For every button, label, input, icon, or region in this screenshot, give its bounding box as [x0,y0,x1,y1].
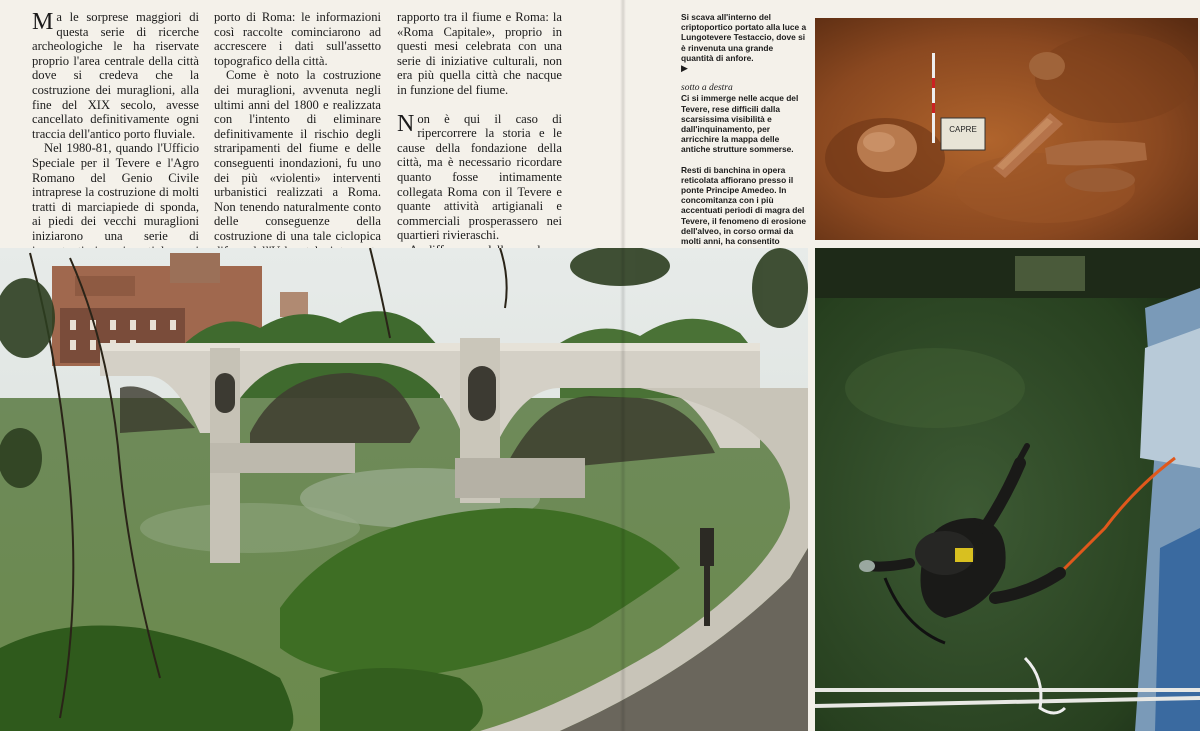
paragraph [32,10,199,141]
excavation-photo [815,18,1198,240]
caption-text: Si scava all'interno del criptoportico portato alla luce a Lungotevere Testaccio, dove si è rinvenuta una grande quantità di anfore. [681,12,807,63]
arrow-right-icon: ▶ [681,63,688,74]
paragraph-text: on è qui il caso di ripercorrere la storia e le cause della fondazione della città, ma è necessario ricordare quanto fosse intimamente collegata Roma con il Tevere e quante attività artigianali e commerciali prosperassero nei quartieri rivieraschi. [397,111,562,243]
drop-cap: M [32,9,54,35]
paragraph: Come è noto la costruzione dei muraglioni, avvenuta negli ultimi anni del 1800 e realizzata con l'intento di eliminare definitivamente il rischio degli straripamenti del fiume e delle conseguenti inondazioni, fu uno dei più «violenti» interventi urbanistici realizzati a Roma. Non tenendo naturalmente conto delle conseguenze della costruzione di una tale ciclopica [214,68,381,243]
caption-label: sotto a destra [681,83,733,94]
caption-text: Resti di banchina in opera reticolata affiorano presso il ponte Principe Amedeo. In concomitanza con i più accentuati periodi di magra del Tevere, il fenomeno di erosione dell'alveo, in corso ormai da molti anni, ha consentito [681,164,807,247]
text-column-3 [397,10,562,287]
paragraph: porto di Roma: le informazioni così raccolte cominciarono ad accrescere i dati sull'assetto topografico della città. [214,10,381,68]
page-gutter [620,0,626,731]
tank-label [955,548,973,562]
caption-excavation [681,12,808,73]
survey-rod [932,53,935,143]
diver-photo [815,248,1200,731]
paragraph: rapporto tra il fiume e Roma: la «Roma Capitale», proprio in questi mesi celebrata con una serie di iniziative culturali, non era più quella città che nacque in funzione del fiume. [397,10,562,97]
caption-diver: Ci si immerge nelle acque del Tevere, rese difficili dalla scarsissima visibilità e dall'inquinamento, per arricchire la mappa delle antiche strutture sommerse. [681,93,799,155]
paragraph [397,112,562,243]
bridge-photo [0,248,808,731]
amphora-1 [857,124,917,172]
paragraph: Nel 1980-81, quando l'Ufficio Speciale per il Tevere e l'Agro Romano del Genio Civile intraprese la costruzione di molti tratti di marciapiede di sponda, ai piedi dei vecchi muraglioni iniziarono una serie di [32,141,199,243]
drop-cap: N [397,110,415,137]
excavation-sign [941,118,985,150]
street-lamp [700,528,714,566]
paragraph-text: a le sorprese maggiori di questa serie di ricerche archeologiche le ha riservate proprio l'area centrale della città dove si credeva che la costruzione dei muraglioni, alla fine del XIX secolo, avesse cancellato definitivamente ogni traccia dell'antico porto fluviale. [32,10,199,141]
sign-text: CAPRE [949,125,977,134]
